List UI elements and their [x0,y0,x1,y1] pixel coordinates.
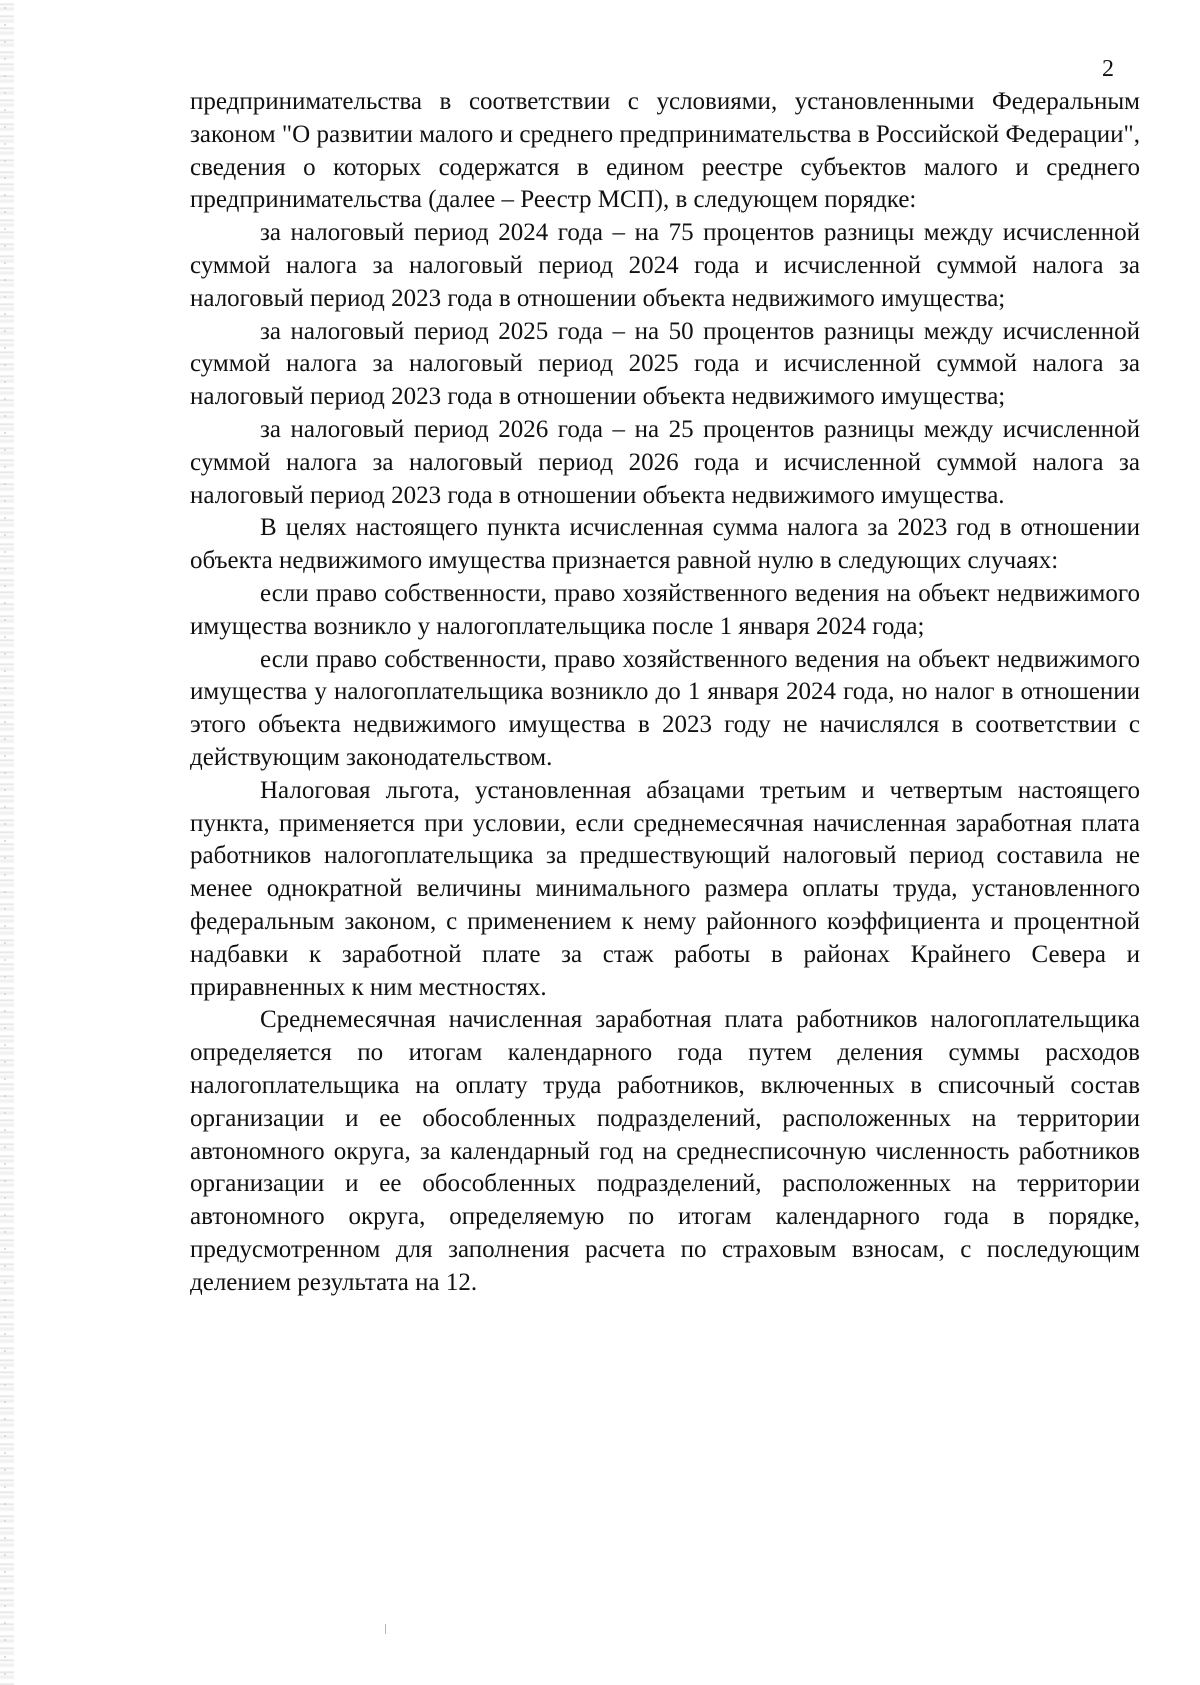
paragraph-case-before-2024: если право собственности, право хозяйственного ведения на объект недвижимого имущества у налогоплательщика возникло до 1 января 2024 года, но налог в отношении этого объекта недвижимого имущества в 2023 году не начислялся в соответствии с действующим законодательством. [190,645,1140,771]
paragraph-average-salary: Среднемесячная начисленная заработная плата работников налогоплательщика определяется по итогам календарного года путем деления суммы расходов налогоплательщика на оплату труда работников, включенных в списочный состав организации и ее обособленных подразделений, расположенных на территории автономного округа, за календарный год на среднесписочную численность работников организации и ее обособленных подразделений, расположенных на территории автономного округа, определяемую по итогам календарного года в порядке, предусмотренном для заполнения расчета по страховым взносам, с последующим делением результата на 12. [190,1006,1140,1296]
page-number: 2 [1102,56,1114,82]
paragraph-case-after-2024: если право собственности, право хозяйственного ведения на объект недвижимого имущества возникло у налогоплательщика после 1 января 2024 года; [190,579,1140,640]
paragraph-zero-tax-cases: В целях настоящего пункта исчисленная сумма налога за 2023 год в отношении объекта недвижимого имущества признается равной нулю в следующих случаях: [190,514,1140,575]
paragraph-2024-period: за налоговый период 2024 года – на 75 процентов разницы между исчисленной суммой налога за налоговый период 2024 года и исчисленной суммой налога за налоговый период 2023 года в отношении объекта недвижимого имущества; [190,219,1140,312]
paragraph-benefit-condition: Налоговая льгота, установленная абзацами третьим и четвертым настоящего пункта, применяется при условии, если среднемесячная начисленная заработная плата работников налогоплательщика за предшествующий налоговый период составила не менее однократной величины минимального размера оплаты труда, установленного федеральным законом, с применением к нему районного коэффициента и процентной надбавки к заработной плате за стаж работы в районах Крайнего Севера и приравненных к ним местностях. [190,776,1140,1001]
document-body [190,86,1140,1299]
scan-speck [385,1624,386,1634]
paragraph-2026-period: за налоговый период 2026 года – на 25 процентов разницы между исчисленной суммой налога за налоговый период 2026 года и исчисленной суммой налога за налоговый период 2023 года в отношении объекта недвижимого имущества. [190,415,1140,509]
paragraph-continuation: предпринимательства в соответствии с условиями, установленными Федеральным законом "О развитии малого и среднего предпринимательства в Российской Федерации", сведения о которых содержатся в едином реестре субъектов малого и среднего предпринимательства (далее – Реестр МСП), в следующем порядке: [190,88,1140,214]
paragraph-2025-period: за налоговый период 2025 года – на 50 процентов разницы между исчисленной суммой налога за налоговый период 2025 года и исчисленной суммой налога за налоговый период 2023 года в отношении объекта недвижимого имущества; [190,317,1140,411]
scan-edge-artifact [0,0,14,1685]
